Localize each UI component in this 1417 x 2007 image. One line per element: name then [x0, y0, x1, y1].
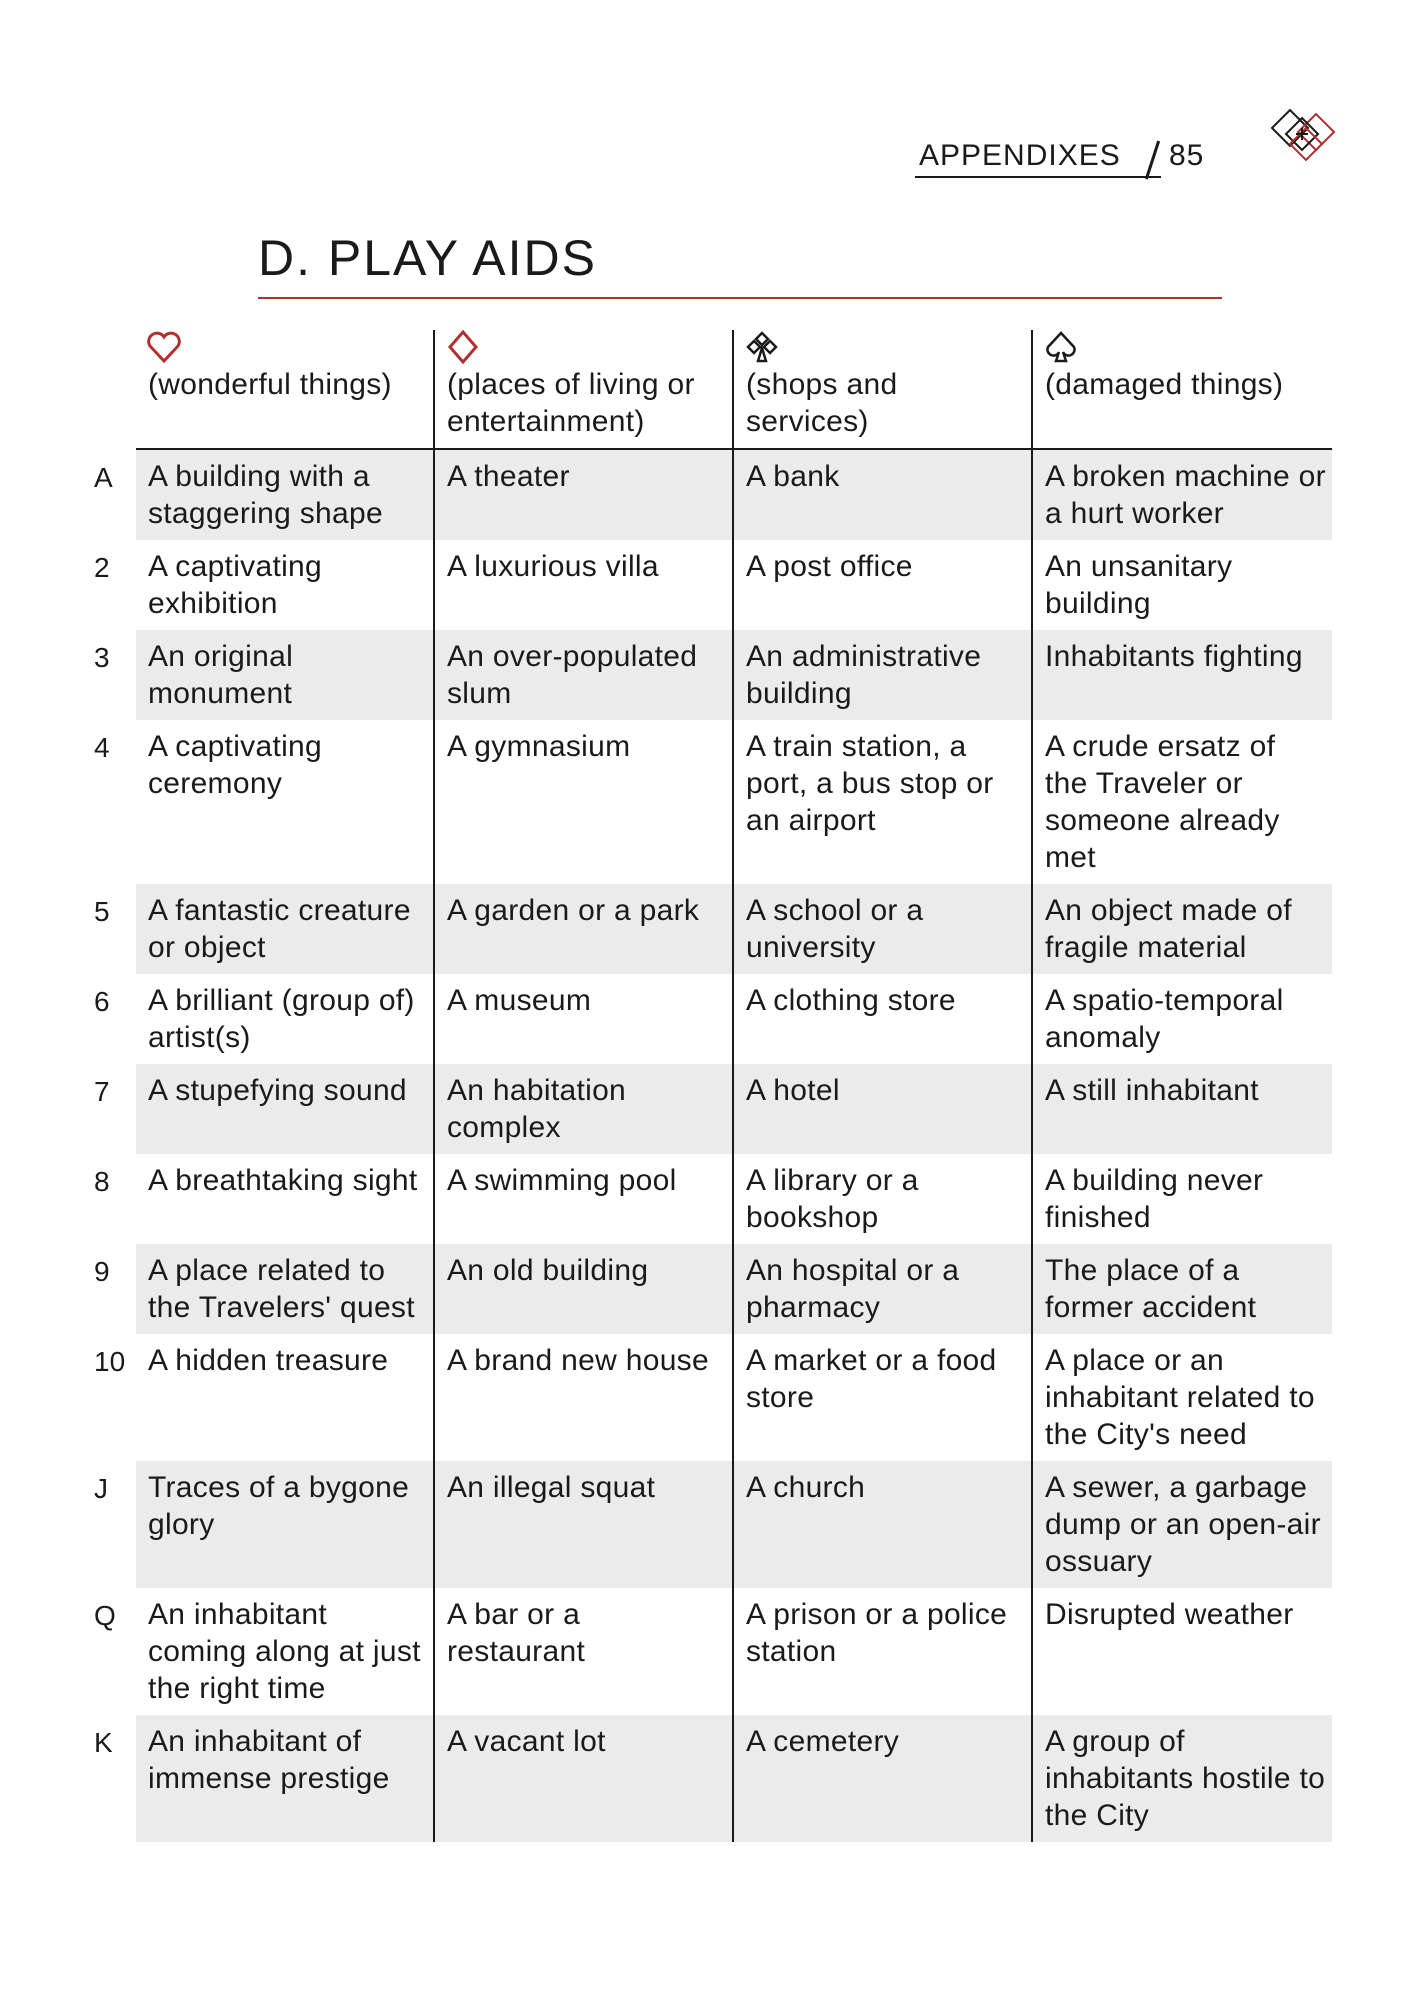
- table-cell: A library or a bookshop: [734, 1154, 1033, 1244]
- table-cell: A hidden treasure: [136, 1334, 435, 1461]
- table-cell: An over-populated slum: [435, 630, 734, 720]
- row-label: 7: [94, 1076, 110, 1107]
- table-cell: A group of inhabitants hostile to the City: [1033, 1715, 1332, 1842]
- column-description: (damaged things): [1045, 368, 1284, 401]
- table-cell: An hospital or a pharmacy: [734, 1244, 1033, 1334]
- table-cell: A captivating ceremony: [136, 720, 435, 884]
- column-description: (shops and services): [746, 368, 898, 438]
- row-label: 10: [94, 1346, 126, 1377]
- table-cell: A gymnasium: [435, 720, 734, 884]
- table-cell: An administrative building: [734, 630, 1033, 720]
- row-label: 2: [94, 552, 110, 583]
- diamond-icon: [445, 330, 481, 364]
- table-cell: A brilliant (group of) artist(s): [136, 974, 435, 1064]
- row-label: A: [94, 462, 113, 493]
- table-cell: Traces of a bygone glory: [136, 1461, 435, 1588]
- column-header-clubs: [734, 330, 1033, 450]
- table-cell: A broken machine or a hurt worker: [1033, 450, 1332, 540]
- table-cell: A post office: [734, 540, 1033, 630]
- table-cell: A prison or a police station: [734, 1588, 1033, 1715]
- table-cell: A clothing store: [734, 974, 1033, 1064]
- table-cell: A cemetery: [734, 1715, 1033, 1842]
- row-label: 4: [94, 732, 110, 763]
- header-slash: [1145, 141, 1160, 180]
- table-cell: An inhabitant of immense prestige: [136, 1715, 435, 1842]
- corner-cell: [88, 330, 136, 450]
- row-label: 6: [94, 986, 110, 1017]
- column-header-diamonds: [435, 330, 734, 450]
- table-cell: A vacant lot: [435, 1715, 734, 1842]
- table-cell: A spatio-temporal anomaly: [1045, 984, 1284, 1054]
- table-cell: A place or an inhabitant related to the City's need: [1045, 1344, 1315, 1451]
- table-cell: A still inhabitant: [1033, 1064, 1332, 1154]
- heart-icon: [146, 330, 182, 364]
- row-label: Q: [94, 1600, 116, 1631]
- page-number: 85: [1169, 139, 1205, 172]
- row-label: 5: [94, 896, 110, 927]
- table-cell: An unsanitary building: [1045, 550, 1233, 620]
- table-cell: A breathtaking sight: [136, 1154, 435, 1244]
- column-header-hearts: [136, 330, 435, 450]
- table-cell: A luxurious villa: [435, 540, 734, 630]
- table-cell: A bar or a restaurant: [435, 1588, 734, 1715]
- table-cell: A train station, a port, a bus stop or an airport: [734, 720, 1033, 884]
- table-cell: A swimming pool: [435, 1154, 734, 1244]
- table-cell: An habitation complex: [435, 1064, 734, 1154]
- title-rule: [258, 297, 1222, 299]
- table-cell: A market or a food store: [734, 1334, 1033, 1461]
- play-aids-table: [88, 330, 1332, 1842]
- table-cell: A garden or a park: [435, 884, 734, 974]
- table-cell: An illegal squat: [435, 1461, 734, 1588]
- table-cell: A place related to the Travelers' quest: [136, 1244, 435, 1334]
- row-label: K: [94, 1727, 113, 1758]
- row-label: 8: [94, 1166, 110, 1197]
- table-cell: A bank: [734, 450, 1033, 540]
- row-label: 9: [94, 1256, 110, 1287]
- table-cell: Disrupted weather: [1045, 1598, 1294, 1631]
- page-title: D. PLAY AIDS: [258, 230, 597, 286]
- table-cell: An inhabitant coming along at just the right time: [136, 1588, 435, 1715]
- row-label: 3: [94, 642, 110, 673]
- table-cell: A school or a university: [734, 884, 1033, 974]
- column-header-spades: [1033, 330, 1332, 450]
- spade-icon: [1043, 330, 1079, 364]
- table-cell: A museum: [435, 974, 734, 1064]
- column-description: (places of living or entertainment): [447, 368, 695, 438]
- header-section-title: APPENDIXES: [919, 139, 1121, 172]
- header-underline: [915, 176, 1161, 178]
- table-cell: The place of a former accident: [1033, 1244, 1332, 1334]
- table-cell: A stupefying sound: [136, 1064, 435, 1154]
- table-cell: A hotel: [734, 1064, 1033, 1154]
- club-icon: [744, 330, 780, 364]
- table-cell: A building never finished: [1045, 1164, 1264, 1234]
- table-cell: An object made of fragile material: [1033, 884, 1332, 974]
- table-cell: A crude ersatz of the Traveler or someone already met: [1045, 730, 1280, 874]
- table-cell: A captivating exhibition: [136, 540, 435, 630]
- table-cell: An old building: [435, 1244, 734, 1334]
- table-cell: A brand new house: [435, 1334, 734, 1461]
- table-cell: Inhabitants fighting: [1033, 630, 1332, 720]
- running-header: [915, 136, 1215, 176]
- table-cell: A sewer, a garbage dump or an open-air ossuary: [1033, 1461, 1332, 1588]
- column-description: (wonderful things): [148, 368, 392, 401]
- table-cell: A church: [734, 1461, 1033, 1588]
- card-emblem-icon: [1268, 104, 1338, 168]
- table-cell: An original monument: [136, 630, 435, 720]
- table-cell: A theater: [435, 450, 734, 540]
- row-label: J: [94, 1473, 108, 1504]
- table-cell: A building with a staggering shape: [136, 450, 435, 540]
- table-cell: A fantastic creature or object: [136, 884, 435, 974]
